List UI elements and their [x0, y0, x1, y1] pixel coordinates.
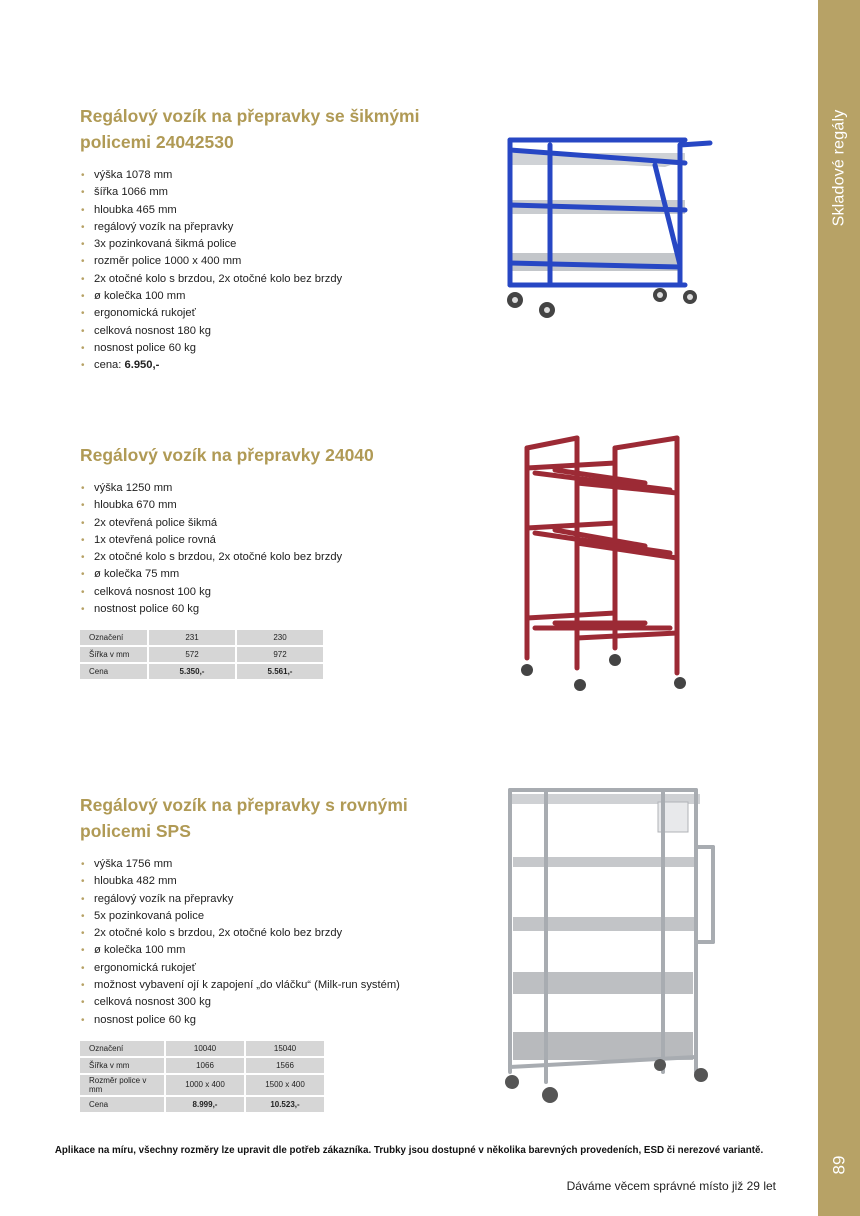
- table-row: [80, 664, 323, 679]
- red-cart-illustration: [515, 428, 695, 700]
- spec-item: • 1x otevřená police rovná: [80, 532, 460, 549]
- spec-item-price: [80, 357, 460, 374]
- spec-item: • 5x pozinkovaná police: [80, 908, 460, 925]
- spec-list: [80, 167, 460, 375]
- product-photo-red-cart: [515, 428, 695, 700]
- spec-item: • ø kolečka 100 mm: [80, 942, 460, 959]
- table-cell-label: Rozměr police v mm: [80, 1075, 164, 1095]
- table-cell: 1000 x 400: [166, 1075, 244, 1095]
- table-cell: [149, 664, 235, 679]
- spec-item: • výška 1756 mm: [80, 856, 460, 873]
- table-cell: 1500 x 400: [246, 1075, 324, 1095]
- table-cell-label: Šířka v mm: [80, 1058, 164, 1073]
- table-cell: 231: [149, 630, 235, 645]
- table-cell: 230: [237, 630, 323, 645]
- spec-item: • 2x otevřená police šikmá: [80, 515, 460, 532]
- spec-item: • možnost vybavení ojí k zapojení „do vláčku“ (Milk-run systém): [80, 977, 460, 994]
- spec-item: • celková nosnost 300 kg: [80, 994, 460, 1011]
- price-label: cena:: [94, 359, 125, 372]
- table-row: [80, 630, 323, 645]
- product-section-2: [80, 442, 460, 681]
- blue-cart-illustration: [495, 125, 720, 325]
- table-cell: 1066: [166, 1058, 244, 1073]
- product-section-3: [80, 792, 460, 1114]
- product-photo-blue-cart: [495, 125, 720, 325]
- table-cell-label: Označení: [80, 1041, 164, 1056]
- spec-item: • celková nosnost 100 kg: [80, 584, 460, 601]
- page-number-text: 89: [828, 1155, 848, 1175]
- spec-table: [78, 1039, 326, 1114]
- price-value: 10.523,-: [270, 1099, 300, 1109]
- spec-item: • ø kolečka 75 mm: [80, 566, 460, 583]
- spec-item: • šířka 1066 mm: [80, 184, 460, 201]
- sidebar-title-text: Skladové regály: [830, 109, 847, 226]
- table-cell: 572: [149, 647, 235, 662]
- spec-list: [80, 480, 460, 618]
- table-cell-label: Šířka v mm: [80, 647, 147, 662]
- spec-item: • ergonomická rukojeť: [80, 305, 460, 322]
- product-title: Regálový vozík na přepravky 24040: [80, 445, 374, 465]
- spec-item: • regálový vozík na přepravky: [80, 891, 460, 908]
- product-section-1: [80, 103, 460, 375]
- table-cell: [237, 664, 323, 679]
- spec-item: • 2x otočné kolo s brzdou, 2x otočné kolo bez brzdy: [80, 925, 460, 942]
- table-cell: 972: [237, 647, 323, 662]
- table-row: [80, 1097, 324, 1112]
- spec-item: • hloubka 670 mm: [80, 497, 460, 514]
- spec-item: • výška 1078 mm: [80, 167, 460, 184]
- price-value: 8.999,-: [192, 1099, 218, 1109]
- spec-item: • rozměr police 1000 x 400 mm: [80, 253, 460, 270]
- product-title: Regálový vozík na přepravky s rovnými policemi SPS: [80, 795, 408, 841]
- spec-list: [80, 856, 460, 1029]
- spec-item: • ø kolečka 100 mm: [80, 288, 460, 305]
- spec-item: • nosnost police 60 kg: [80, 340, 460, 357]
- table-cell: 10040: [166, 1041, 244, 1056]
- table-row: [80, 1058, 324, 1073]
- price-value: 5.561,-: [267, 667, 293, 677]
- slogan: Dáváme věcem správné místo již 29 let: [566, 1179, 776, 1193]
- spec-item: • regálový vozík na přepravky: [80, 219, 460, 236]
- spec-table: [78, 628, 325, 681]
- spec-item: • hloubka 482 mm: [80, 873, 460, 890]
- spec-item: • 3x pozinkovaná šikmá police: [80, 236, 460, 253]
- table-cell: [246, 1097, 324, 1112]
- table-row: [80, 1075, 324, 1095]
- table-cell-label: Cena: [80, 664, 147, 679]
- chrome-cart-illustration: [498, 782, 720, 1112]
- table-row: [80, 1041, 324, 1056]
- spec-item: • hloubka 465 mm: [80, 202, 460, 219]
- table-cell-label: Cena: [80, 1097, 164, 1112]
- table-cell: [166, 1097, 244, 1112]
- product-photo-chrome-cart: [498, 782, 720, 1112]
- product-title: Regálový vozík na přepravky se šikmými policemi 24042530: [80, 106, 420, 152]
- spec-item: • ergonomická rukojeť: [80, 960, 460, 977]
- spec-item: • nostnost police 60 kg: [80, 601, 460, 618]
- spec-item: • 2x otočné kolo s brzdou, 2x otočné kolo bez brzdy: [80, 549, 460, 566]
- spec-item: • celková nosnost 180 kg: [80, 323, 460, 340]
- sidebar-title: [818, 95, 860, 240]
- price-value: 5.350,-: [179, 667, 205, 677]
- price-value: 6.950,-: [124, 359, 160, 372]
- spec-item: • výška 1250 mm: [80, 480, 460, 497]
- page-number: [818, 1150, 860, 1180]
- spec-item: • 2x otočné kolo s brzdou, 2x otočné kolo bez brzdy: [80, 271, 460, 288]
- footer-note: Aplikace na míru, všechny rozměry lze upravit dle potřeb zákazníka. Trubky jsou dostupné v několika barevných provedeních, ESD či nerezové variantě.: [54, 1145, 764, 1156]
- table-cell: 15040: [246, 1041, 324, 1056]
- spec-item: • nosnost police 60 kg: [80, 1012, 460, 1029]
- table-cell-label: Označení: [80, 630, 147, 645]
- table-cell: 1566: [246, 1058, 324, 1073]
- table-row: [80, 647, 323, 662]
